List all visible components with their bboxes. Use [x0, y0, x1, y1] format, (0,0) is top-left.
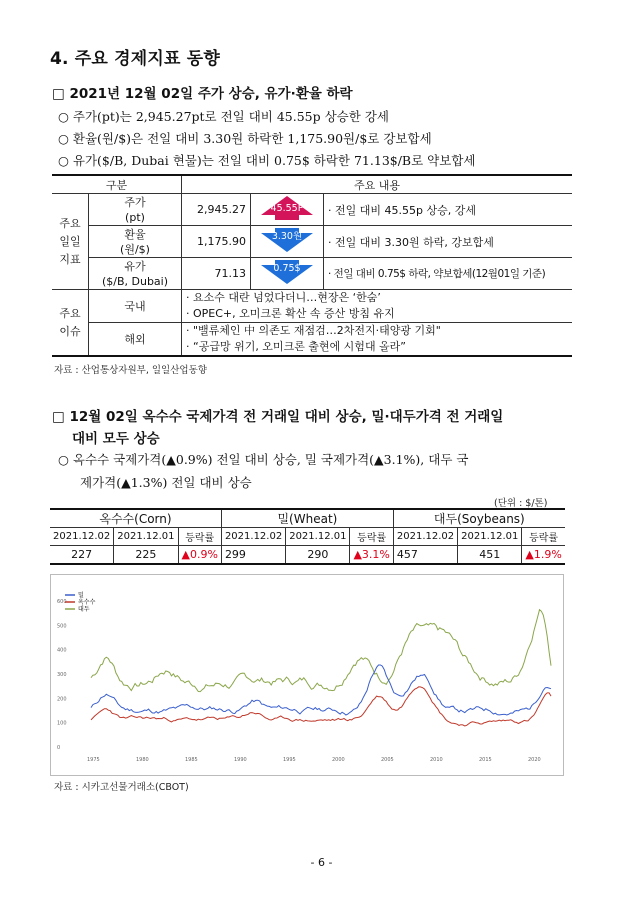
- series-soybeans: [91, 610, 551, 692]
- page-number: - 6 -: [310, 856, 333, 869]
- chart-legend: [65, 591, 96, 613]
- issue-line: · 요소수 대란 넘었다더니…현장은 ‘한숨’: [186, 291, 381, 304]
- x-tick-label: 2010: [430, 757, 443, 763]
- unit-label: (단위 : $/톤): [494, 498, 548, 509]
- table1-source: 자료 : 산업통상자원부, 일일산업동향: [54, 365, 207, 376]
- y-tick-label: 500: [57, 623, 67, 630]
- change-label: 3.30원: [271, 231, 303, 242]
- issue-overseas: [182, 323, 573, 357]
- s1-bullet-2: ○ 환율(원/$)은 전일 대비 3.30원 하락한 1,175.90원/$로 강보합세: [58, 131, 432, 146]
- y-tick-label: 400: [57, 647, 67, 654]
- y-tick-label: 600: [57, 599, 67, 605]
- subhead: 2021.12.01: [458, 528, 522, 546]
- y-tick-label: 0: [57, 745, 61, 751]
- x-tick-label: 2000: [332, 757, 345, 763]
- grain-price-table: [50, 508, 565, 565]
- x-tick-label: 1980: [136, 757, 149, 763]
- row-label: 주가 (pt): [89, 194, 182, 226]
- row-label: 유가 ($/B, Dubai): [89, 258, 182, 290]
- chart-source: 자료 : 시카고선물거래소(CBOT): [54, 782, 189, 793]
- indicator-table: [52, 174, 572, 357]
- group-issues: 주요 이슈: [52, 290, 89, 357]
- subhead: 2021.12.02: [221, 528, 285, 546]
- legend-wheat: 밀: [78, 592, 84, 599]
- wheat-prev: 290: [286, 546, 350, 565]
- x-tick-label: 1975: [87, 757, 100, 763]
- change-cell: [251, 194, 324, 226]
- change-cell: [251, 258, 324, 290]
- y-tick-label: 200: [57, 696, 67, 703]
- soy-change: ▲1.9%: [522, 546, 565, 565]
- s1-bullet-1: ○ 주가(pt)는 2,945.27pt로 전일 대비 45.55p 상승한 강세: [58, 109, 389, 124]
- x-tick-label: 2020: [528, 757, 541, 763]
- y-tick-label: 100: [57, 720, 67, 727]
- group-corn: 옥수수(Corn): [50, 509, 221, 528]
- change-cell: [251, 226, 324, 258]
- corn-prev: 225: [114, 546, 178, 565]
- down-arrow-icon: [255, 259, 319, 285]
- s2-title-line1: □ 12월 02일 옥수수 국제가격 전 거래일 대비 상승, 밀·대두가격 전 거래일: [52, 409, 504, 425]
- group-wheat: 밀(Wheat): [221, 509, 393, 528]
- row-value: 71.13: [182, 258, 251, 290]
- series-corn: [91, 687, 551, 726]
- row-note: · 전일 대비 3.30원 하락, 강보합세: [324, 226, 573, 258]
- issue-label-overseas: 해외: [89, 323, 182, 357]
- group-daily: 주요 일일 지표: [52, 194, 89, 290]
- subhead: 등락률: [178, 528, 221, 546]
- subhead: 등락률: [522, 528, 565, 546]
- x-tick-label: 1995: [283, 757, 296, 763]
- row-note: · 전일 대비 45.55p 상승, 강세: [324, 194, 573, 226]
- issue-label-domestic: 국내: [89, 290, 182, 323]
- subhead: 2021.12.01: [286, 528, 350, 546]
- row-value: 2,945.27: [182, 194, 251, 226]
- issue-line: · OPEC+, 오미크론 확산 속 증산 방침 유지: [186, 307, 395, 320]
- s2-bullet-line1: ○ 옥수수 국제가격(▲0.9%) 전일 대비 상승, 밀 국제가격(▲3.1%), 대두 국: [58, 452, 469, 467]
- x-tick-label: 1985: [185, 757, 198, 763]
- price-history-chart: [50, 574, 564, 776]
- legend-soybeans: 대두: [78, 606, 90, 613]
- corn-change: ▲0.9%: [178, 546, 221, 565]
- s2-title-line2: 대비 모두 상승: [72, 431, 160, 447]
- s1-bullet-3: ○ 유가($/B, Dubai 현물)는 전일 대비 0.75$ 하락한 71.13$/B로 약보합세: [58, 153, 476, 168]
- head-category: 구분: [52, 175, 182, 194]
- group-soybeans: 대두(Soybeans): [393, 509, 564, 528]
- series-wheat: [91, 665, 551, 715]
- s2-bullet-line2: 제가격(▲1.3%) 전일 대비 상승: [80, 475, 252, 490]
- soy-prev: 451: [458, 546, 522, 565]
- up-arrow-icon: [255, 195, 319, 221]
- x-tick-label: 2005: [381, 757, 394, 763]
- subhead: 등락률: [350, 528, 393, 546]
- legend-corn: 옥수수: [78, 599, 96, 606]
- x-tick-label: 1990: [234, 757, 247, 763]
- down-arrow-icon: [255, 227, 319, 253]
- change-label: 0.75$: [273, 263, 301, 274]
- y-tick-label: 300: [57, 672, 67, 678]
- x-tick-label: 2015: [479, 757, 492, 763]
- row-value: 1,175.90: [182, 226, 251, 258]
- corn-today: 227: [50, 546, 114, 565]
- soy-today: 457: [393, 546, 457, 565]
- issue-line: · "밸류체인 中 의존도 재점검…2차전지·태양광 기회": [186, 324, 441, 337]
- wheat-today: 299: [221, 546, 285, 565]
- s1-title: □ 2021년 12월 02일 주가 상승, 유가·환율 하락: [52, 86, 353, 102]
- subhead: 2021.12.02: [393, 528, 457, 546]
- change-label: 45.55P: [270, 203, 304, 214]
- issue-domestic: [182, 290, 573, 323]
- head-content: 주요 내용: [182, 175, 573, 194]
- subhead: 2021.12.02: [50, 528, 114, 546]
- row-note: · 전일 대비 0.75$ 하락, 약보합세(12월01일 기준): [324, 258, 573, 290]
- issue-line: · “공급망 위기, 오미크론 출현에 시험대 올라”: [186, 340, 407, 353]
- row-label: 환율 (원/$): [89, 226, 182, 258]
- price-chart-svg: [51, 575, 563, 775]
- subhead: 2021.12.01: [114, 528, 178, 546]
- wheat-change: ▲3.1%: [350, 546, 393, 565]
- section-title: 4. 주요 경제지표 동향: [50, 49, 221, 69]
